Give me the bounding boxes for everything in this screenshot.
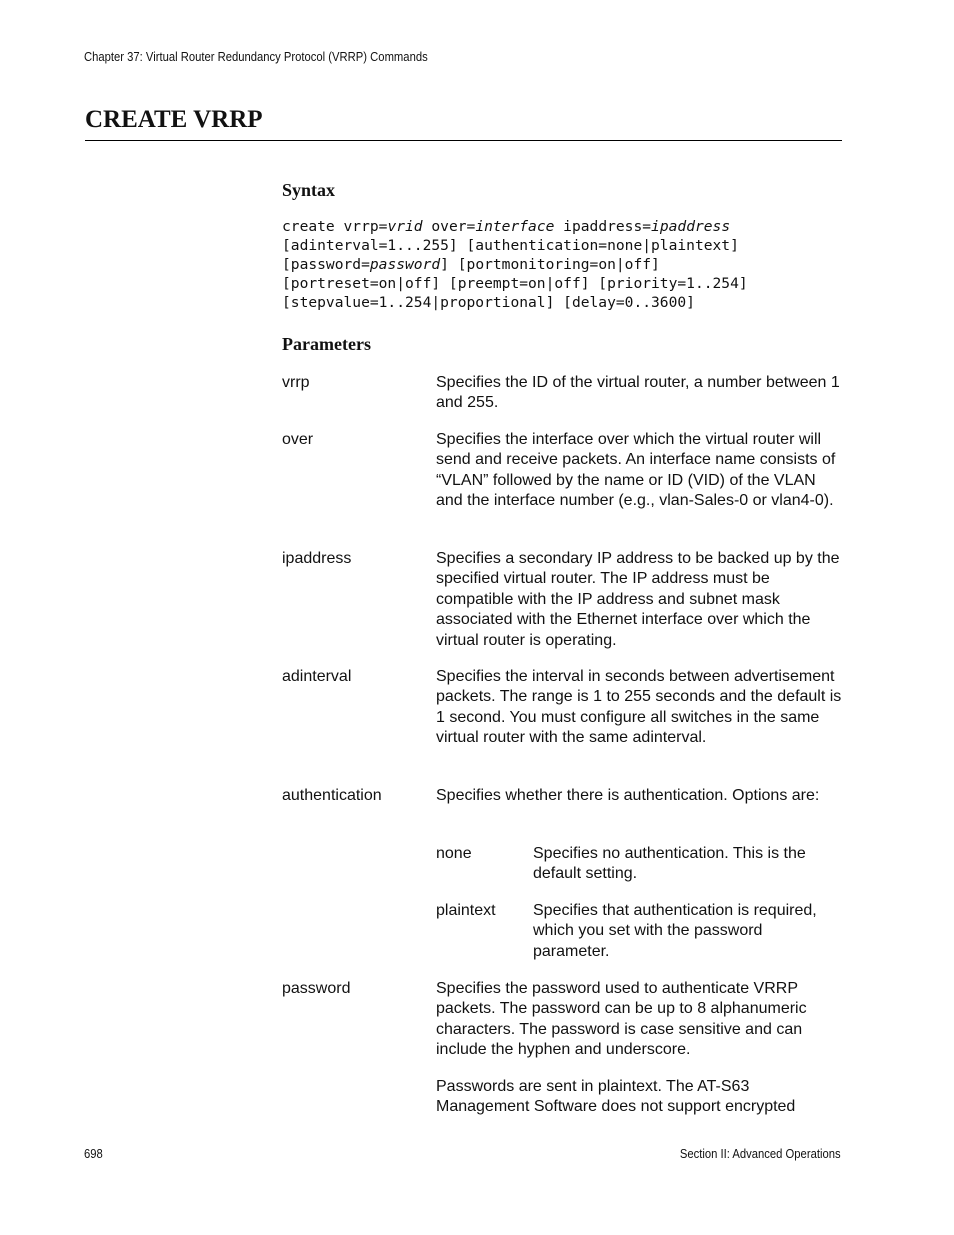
title-rule — [85, 140, 842, 141]
param-desc-authentication: Specifies whether there is authentication. Options are: — [436, 787, 820, 804]
syntax-text: create vrrp= — [282, 218, 388, 235]
syntax-text: ipaddress= — [554, 218, 652, 235]
syntax-block — [282, 217, 748, 312]
param-name-password: password — [282, 980, 351, 997]
option-desc-none: Specifies no authentication. This is the default setting. — [533, 845, 806, 883]
param-name-vrrp: vrrp — [282, 374, 310, 391]
syntax-text: over= — [422, 218, 476, 235]
page-title: CREATE VRRP — [85, 106, 263, 133]
param-desc-ipaddress: Specifies a secondary IP address to be backed up by the specified virtual router. The IP address must be compatible with the IP address and subnet mask associated with the Ethernet interface over which the virtual router is operating. — [436, 550, 840, 649]
parameters-heading: Parameters — [282, 334, 371, 354]
syntax-placeholder: interface — [475, 218, 555, 235]
param-desc-over: Specifies the interface over which the virtual router will send and receive packets. An interface name consists of “VLAN” followed by the name or ID (VID) of the VLAN and the interface number (e.g., vlan-Sales-0 or vlan4-0). — [436, 431, 836, 510]
param-name-adinterval: adinterval — [282, 668, 352, 685]
syntax-text: ] [portmonitoring=on|off] — [440, 256, 660, 273]
param-name-authentication: authentication — [282, 787, 382, 804]
syntax-placeholder: ipaddress — [651, 218, 731, 235]
syntax-text: [stepvalue=1..254|proportional] [delay=0..3600] — [282, 294, 695, 311]
syntax-text: [adinterval=1...255] [authentication=none|plaintext] — [282, 237, 739, 254]
chapter-header: Chapter 37: Virtual Router Redundancy Protocol (VRRP) Commands — [84, 50, 428, 64]
param-desc-vrrp: Specifies the ID of the virtual router, a number between 1 and 255. — [436, 374, 840, 412]
param-name-over: over — [282, 431, 314, 448]
syntax-placeholder: password — [369, 256, 441, 273]
page-number: 698 — [84, 1147, 103, 1161]
param-desc-password-note: Passwords are sent in plaintext. The AT-S63 Management Software does not support encrypted — [436, 1078, 796, 1116]
syntax-text: [portreset=on|off] [preempt=on|off] [priority=1..254] — [282, 275, 748, 292]
syntax-heading: Syntax — [282, 180, 336, 200]
syntax-placeholder: vrid — [387, 218, 423, 235]
option-name-none: none — [436, 845, 472, 862]
option-desc-plaintext: Specifies that authentication is required, which you set with the password parameter. — [533, 902, 817, 960]
param-name-ipaddress: ipaddress — [282, 550, 352, 567]
option-name-plaintext: plaintext — [436, 902, 496, 919]
param-desc-password: Specifies the password used to authenticate VRRP packets. The password can be up to 8 alphanumeric characters. The password is case sensitive and can include the hyphen and underscore. — [436, 980, 807, 1059]
syntax-text: [password= — [282, 256, 370, 273]
param-desc-adinterval: Specifies the interval in seconds between advertisement packets. The range is 1 to 255 seconds and the default is 1 second. You must configure all switches in the same virtual router with the same adinterval. — [436, 668, 842, 747]
section-footer: Section II: Advanced Operations — [680, 1147, 841, 1161]
